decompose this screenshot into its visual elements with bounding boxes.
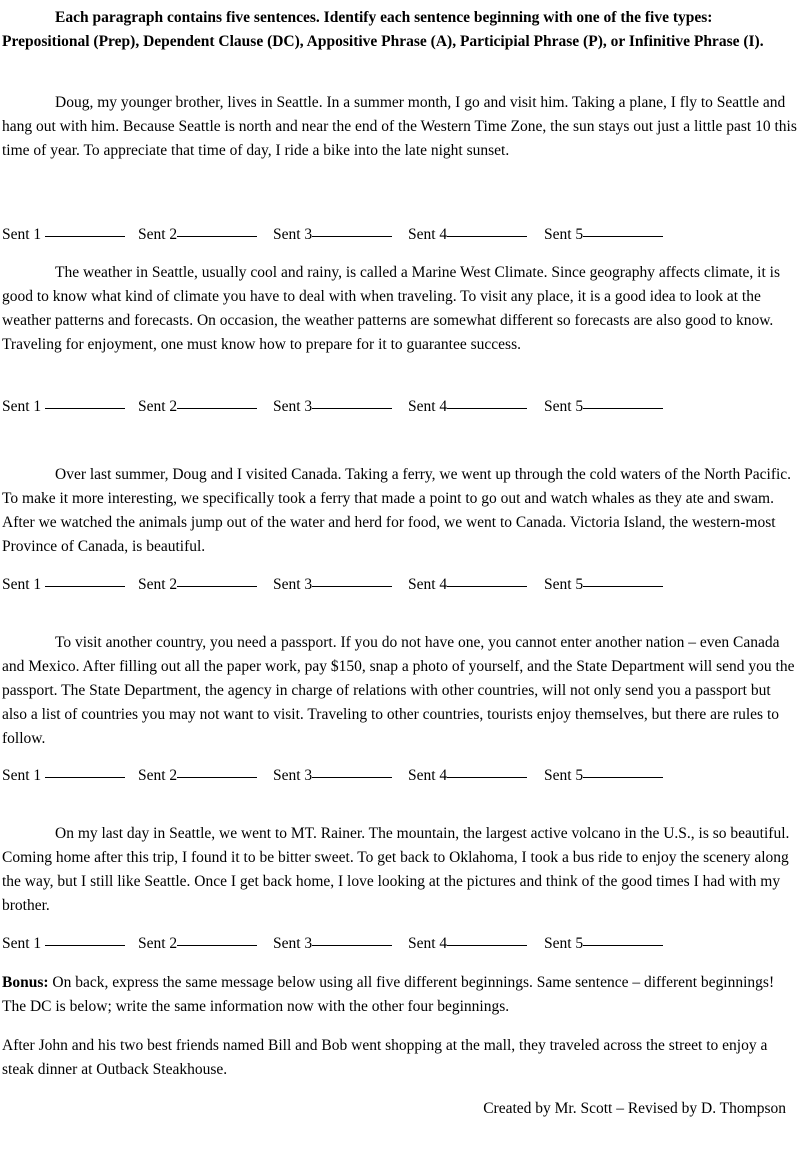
answer-blank[interactable]: [312, 407, 392, 409]
sent-label: Sent 1: [2, 398, 42, 415]
sent-1-field[interactable]: [2, 933, 125, 955]
sent-5-field[interactable]: [544, 574, 663, 596]
answer-blank[interactable]: [447, 944, 527, 946]
answer-blank[interactable]: [583, 944, 663, 946]
sent-label: Sent 2: [138, 398, 178, 415]
sent-label: Sent 2: [138, 226, 178, 243]
answer-blank[interactable]: [177, 407, 257, 409]
bonus-text: On back, express the same message below using all five different beginnings. Same sentence – different beginnings! The DC is below; write the same information now with the other four beginnings.: [2, 974, 775, 1015]
sent-2-field[interactable]: [138, 765, 257, 787]
sent-2-field[interactable]: [138, 396, 257, 418]
sent-label: Sent 2: [138, 935, 178, 952]
sent-label: Sent 4: [408, 576, 448, 593]
sentence-answer-row-2: [2, 396, 798, 418]
sent-label: Sent 3: [273, 226, 313, 243]
sentence-answer-row-4: [2, 765, 798, 787]
sentence-answer-row-5: [2, 933, 798, 955]
paragraph-4: [2, 631, 798, 751]
instructions-text: Each paragraph contains five sentences. Identify each sentence beginning with one of the five types: Prepositional (Prep), Dependent Clause (DC), Appositive Phrase (A), Participial Phrase (P), or Infinitive Phrase (I).: [2, 9, 764, 50]
sent-5-field[interactable]: [544, 765, 663, 787]
sent-1-field[interactable]: [2, 574, 125, 596]
paragraph-3: [2, 463, 798, 559]
answer-blank[interactable]: [177, 776, 257, 778]
answer-blank[interactable]: [312, 944, 392, 946]
sent-label: Sent 5: [544, 935, 584, 952]
answer-blank[interactable]: [177, 944, 257, 946]
bonus-instructions: [2, 971, 798, 1019]
sent-label: Sent 3: [273, 935, 313, 952]
answer-blank[interactable]: [583, 235, 663, 237]
answer-blank[interactable]: [45, 944, 125, 946]
answer-blank[interactable]: [583, 585, 663, 587]
paragraph-text: Over last summer, Doug and I visited Canada. Taking a ferry, we went up through the cold waters of the North Pacific. To make it more interesting, we specifically took a ferry that made a point to go out and watch whales as they ate and swam. After we watched the animals jump out of the water and herd for food, we went to Canada. Victoria Island, the western-most Province of Canada, is beautiful.: [2, 466, 792, 555]
sent-3-field[interactable]: [273, 765, 392, 787]
sent-4-field[interactable]: [408, 933, 527, 955]
sent-2-field[interactable]: [138, 574, 257, 596]
answer-blank[interactable]: [45, 407, 125, 409]
sent-label: Sent 5: [544, 576, 584, 593]
sent-label: Sent 1: [2, 935, 42, 952]
bonus-label: Bonus:: [2, 974, 49, 991]
sent-3-field[interactable]: [273, 574, 392, 596]
sent-3-field[interactable]: [273, 396, 392, 418]
bonus-example-sentence: After John and his two best friends named Bill and Bob went shopping at the mall, they traveled across the street to enjoy a steak dinner at Outback Steakhouse.: [2, 1037, 768, 1078]
answer-blank[interactable]: [177, 235, 257, 237]
sent-label: Sent 4: [408, 935, 448, 952]
sent-label: Sent 3: [273, 576, 313, 593]
sent-2-field[interactable]: [138, 224, 257, 246]
sent-label: Sent 2: [138, 767, 178, 784]
sent-label: Sent 3: [273, 398, 313, 415]
sent-1-field[interactable]: [2, 396, 125, 418]
sent-1-field[interactable]: [2, 224, 125, 246]
sentence-answer-row-1: [2, 224, 798, 246]
paragraph-text: On my last day in Seattle, we went to MT. Rainer. The mountain, the largest active volcano in the U.S., is so beautiful. Coming home after this trip, I found it to be bitter sweet. To get back to Oklahoma, I took a bus ride to enjoy the scenery along the way, but I still like Seattle. Once I get back home, I love looking at the pictures and think of the good times I had with my brother.: [2, 825, 790, 914]
sentence-answer-row-3: [2, 574, 798, 596]
answer-blank[interactable]: [177, 585, 257, 587]
credit-line: Created by Mr. Scott – Revised by D. Thompson: [483, 1100, 786, 1117]
sent-4-field[interactable]: [408, 396, 527, 418]
sent-5-field[interactable]: [544, 224, 663, 246]
answer-blank[interactable]: [45, 585, 125, 587]
answer-blank[interactable]: [312, 776, 392, 778]
sent-label: Sent 4: [408, 767, 448, 784]
bonus-block: [2, 971, 798, 1019]
paragraph-1: [2, 91, 798, 163]
answer-blank[interactable]: [45, 776, 125, 778]
answer-blank[interactable]: [447, 407, 527, 409]
sent-label: Sent 5: [544, 398, 584, 415]
sent-label: Sent 4: [408, 226, 448, 243]
paragraph-text: The weather in Seattle, usually cool and rainy, is called a Marine West Climate. Since geography affects climate, it is good to know what kind of climate you have to deal with when traveling. To visit any place, it is a good idea to look at the weather patterns and forecasts. On occasion, the weather patterns are somewhat different so forecasts are also good to know. Traveling for enjoyment, one must know how to prepare for it to guarantee success.: [2, 264, 781, 353]
sent-1-field[interactable]: [2, 765, 125, 787]
instructions-block: [2, 6, 798, 54]
sent-2-field[interactable]: [138, 933, 257, 955]
sent-5-field[interactable]: [544, 396, 663, 418]
sent-label: Sent 4: [408, 398, 448, 415]
paragraph-5: [2, 822, 798, 918]
sent-4-field[interactable]: [408, 224, 527, 246]
answer-blank[interactable]: [583, 776, 663, 778]
sent-label: Sent 1: [2, 767, 42, 784]
sent-label: Sent 1: [2, 576, 42, 593]
sent-4-field[interactable]: [408, 765, 527, 787]
sent-4-field[interactable]: [408, 574, 527, 596]
answer-blank[interactable]: [447, 585, 527, 587]
answer-blank[interactable]: [312, 585, 392, 587]
sent-3-field[interactable]: [273, 224, 392, 246]
bonus-example-block: [2, 1034, 798, 1082]
answer-blank[interactable]: [45, 235, 125, 237]
sent-3-field[interactable]: [273, 933, 392, 955]
answer-blank[interactable]: [583, 407, 663, 409]
paragraph-text: Doug, my younger brother, lives in Seattle. In a summer month, I go and visit him. Taking a plane, I fly to Seattle and hang out with him. Because Seattle is north and near the end of the Western Time Zone, the sun stays out just a little past 10 this time of year. To appreciate that time of day, I ride a bike into the late night sunset.: [2, 94, 797, 159]
paragraph-2: [2, 261, 798, 357]
sent-label: Sent 2: [138, 576, 178, 593]
sent-label: Sent 1: [2, 226, 42, 243]
sent-label: Sent 5: [544, 226, 584, 243]
paragraph-text: To visit another country, you need a passport. If you do not have one, you cannot enter another nation – even Canada and Mexico. After filling out all the paper work, pay $150, snap a photo of yourself, and the State Department will send you the passport. The State Department, the agency in charge of relations with other countries, will not only send you a passport but also a list of countries you may not want to visit. Traveling to other countries, tourists enjoy themselves, but there are rules to follow.: [2, 634, 795, 747]
sent-5-field[interactable]: [544, 933, 663, 955]
answer-blank[interactable]: [447, 776, 527, 778]
sent-label: Sent 5: [544, 767, 584, 784]
answer-blank[interactable]: [312, 235, 392, 237]
answer-blank[interactable]: [447, 235, 527, 237]
sent-label: Sent 3: [273, 767, 313, 784]
